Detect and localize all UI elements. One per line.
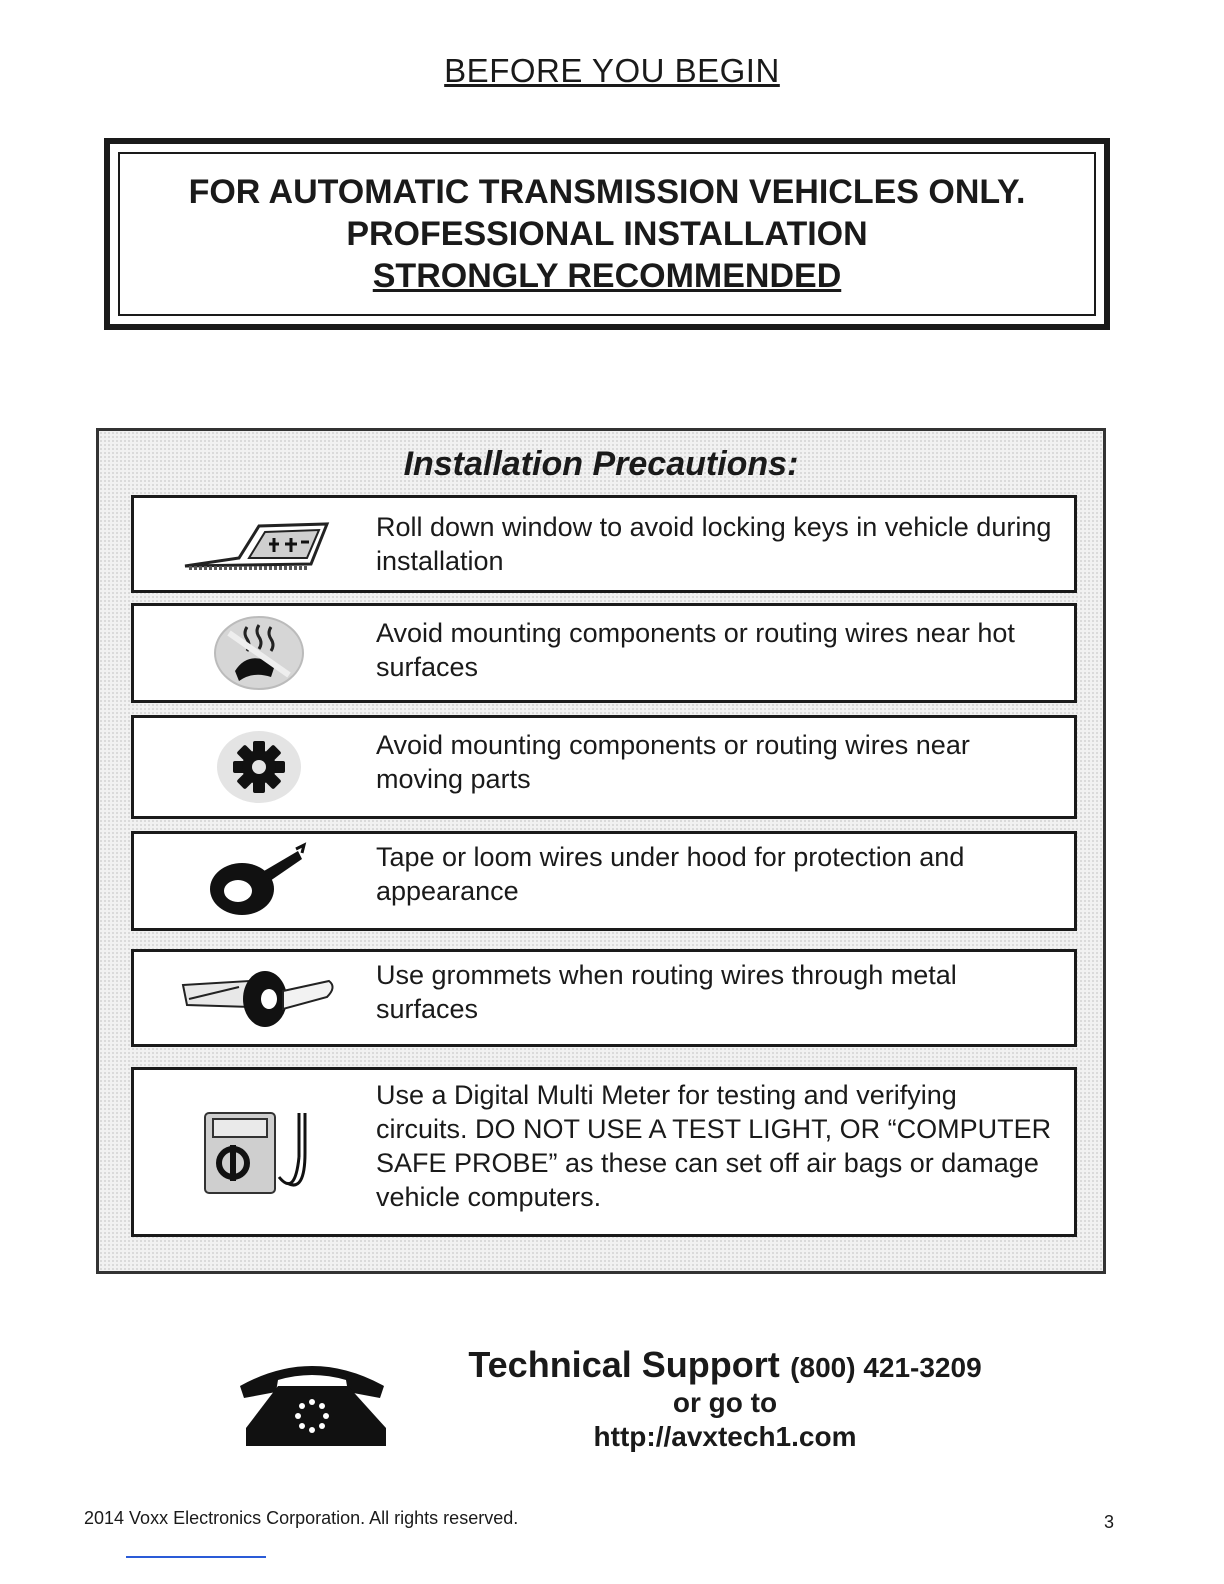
precaution-row-hot-surface [131,603,1077,703]
telephone-icon [236,1356,388,1448]
warning-line-1: FOR AUTOMATIC TRANSMISSION VEHICLES ONLY. [188,173,1026,211]
warning-inner-frame [118,152,1096,316]
precaution-text: Avoid mounting components or routing wires near hot surfaces [376,618,1015,682]
support-block [430,1344,1020,1454]
precautions-panel [96,428,1106,1274]
support-title: Technical Support [468,1344,780,1385]
precaution-text: Roll down window to avoid locking keys in vehicle during installation [376,512,1052,576]
precaution-text: Use a Digital Multi Meter for testing and verifying circuits. DO NOT USE A TEST LIGHT, OR “COMPUTER SAFE PROBE” as these can set off air bags or damage vehicle computers. [376,1080,1052,1212]
precaution-row-tape [131,831,1077,931]
precaution-text: Avoid mounting components or routing wires near moving parts [376,730,970,794]
grommet-icon [174,952,344,1044]
precautions-title: Installation Precautions: [403,445,799,483]
support-phone-number: (800) 421-3209 [790,1352,982,1383]
precaution-text: Tape or loom wires under hood for protection and appearance [376,842,965,906]
page-number: 3 [1104,1512,1115,1532]
precaution-text: Use grommets when routing wires through metal surfaces [376,960,957,1024]
footer-divider [126,1556,266,1558]
support-url[interactable]: http://avxtech1.com [593,1421,857,1452]
warning-line-3: STRONGLY RECOMMENDED [372,257,842,295]
gear-icon [174,718,344,816]
precaution-row-moving-parts [131,715,1077,819]
car-window-icon [174,498,344,590]
precaution-row-grommet [131,949,1077,1047]
hot-surface-icon [174,606,344,700]
precaution-row-multimeter [131,1067,1077,1237]
tape-roll-icon [174,834,344,928]
footer-copyright: 2014 Voxx Electronics Corporation. All rights reserved. [84,1508,519,1528]
page-heading: BEFORE YOU BEGIN [444,52,780,89]
warning-line-2: PROFESSIONAL INSTALLATION [346,215,868,253]
precaution-row-window [131,495,1077,593]
support-or-go-to: or go to [672,1387,778,1418]
warning-box [104,138,1110,330]
multimeter-icon [174,1070,344,1234]
